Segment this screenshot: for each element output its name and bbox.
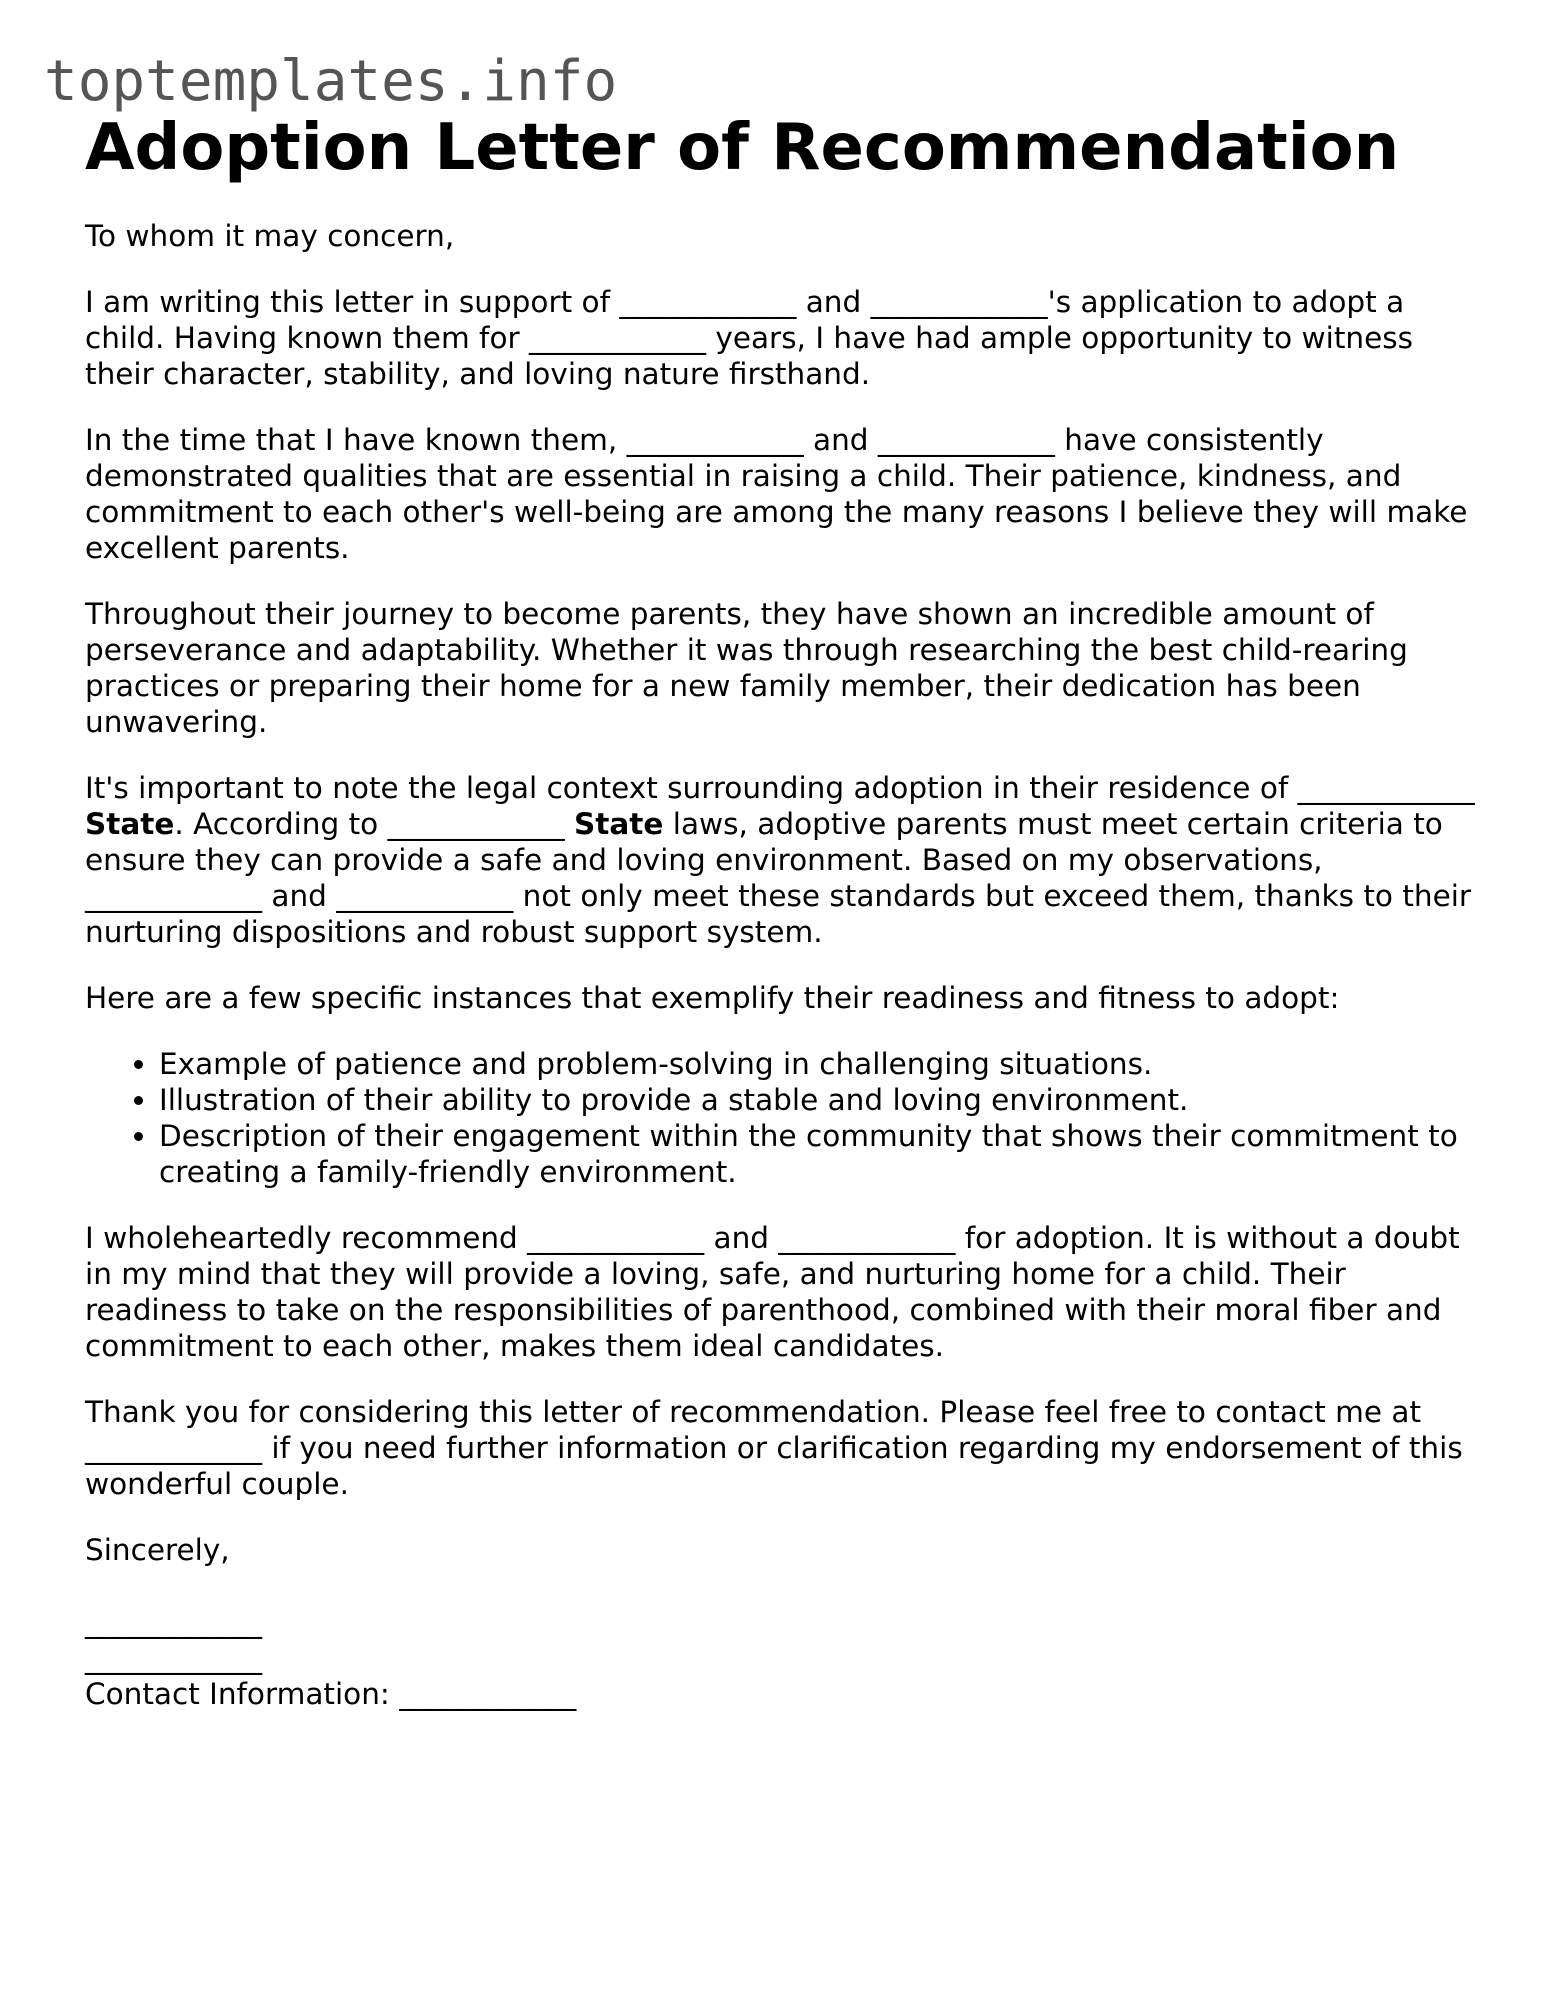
blank-field-signature-title[interactable]: ____________: [85, 1641, 262, 1675]
blank-field-applicant-2[interactable]: ____________: [778, 1221, 956, 1255]
state-label: State: [574, 807, 664, 841]
blank-field-contact-information[interactable]: ____________: [399, 1677, 577, 1711]
watermark: toptemplates.info: [44, 49, 618, 114]
paragraph-thanks: Thank you for considering this letter of recommendation. Please feel free to contact me at ____________ if you need further information or clarification regarding my endorsement of this wonderful couple.: [85, 1395, 1463, 1501]
salutation: To whom it may concern,: [85, 219, 455, 253]
letter-page: [85, 110, 1475, 1712]
blank-field-contact[interactable]: ____________: [85, 1431, 262, 1465]
closing: Sincerely,: [85, 1533, 230, 1567]
paragraph-qualities: In the time that I have known them, ____________ and ____________ have consistently demonstrated qualities that are essential in raising a child. Their patience, kindness, and commitment to each other's well-being are among the many reasons I believe they will make excellent parents.: [85, 423, 1468, 565]
blank-field-applicant-1[interactable]: ____________: [85, 879, 262, 913]
state-label: State: [85, 807, 175, 841]
list-item: • Example of patience and problem-solving in challenging situations.: [159, 1046, 1475, 1082]
list-item: • Description of their engagement within the community that shows their commitment to creating a family-friendly environment.: [159, 1118, 1475, 1190]
blank-field-years[interactable]: ____________: [529, 321, 706, 355]
blank-field-state-residence[interactable]: ____________: [1297, 771, 1475, 805]
blank-field-state-laws[interactable]: ____________: [387, 807, 565, 841]
paragraph-legal-context: It's important to note the legal context surrounding adoption in their residence of ____________ State. According to ____________ State laws, adoptive parents must meet certain criteria to ensure they can provide a safe and loving environment. Based on my observations, ____________ and ____________ not only meet these standards but exceed them, thanks to their nurturing dispositions and robust support system.: [85, 771, 1475, 949]
list-item: • Illustration of their ability to provide a stable and loving environment.: [159, 1082, 1475, 1118]
signature-space: [85, 1568, 1475, 1604]
blank-field-signature-name[interactable]: ____________: [85, 1605, 262, 1639]
paragraph-recommendation: I wholeheartedly recommend ____________ and ____________ for adoption. It is without a doubt in my mind that they will provide a loving, safe, and nurturing home for a child. Their readiness to take on the responsibilities of parenthood, combined with their moral fiber and commitment to each other, makes them ideal candidates.: [85, 1221, 1460, 1363]
paragraph-support: I am writing this letter in support of ____________ and ____________'s application to adopt a child. Having known them for ____________ years, I have had ample opportunity to witness their character, stability, and loving nature firsthand.: [85, 285, 1413, 391]
contact-label: Contact Information:: [85, 1677, 400, 1711]
paragraph-instances-intro: Here are a few specific instances that exemplify their readiness and fitness to adopt:: [85, 981, 1340, 1015]
signature-block: [85, 1532, 1475, 1712]
blank-field-applicant-2[interactable]: ____________: [877, 423, 1055, 457]
blank-field-applicant-1[interactable]: ____________: [527, 1221, 705, 1255]
page-title: Adoption Letter of Recommendation: [85, 111, 1400, 185]
instances-list: [85, 1046, 1475, 1190]
blank-field-applicant-1[interactable]: ____________: [619, 285, 797, 319]
blank-field-applicant-2[interactable]: ____________: [336, 879, 514, 913]
paragraph-journey: Throughout their journey to become parents, they have shown an incredible amount of perseverance and adaptability. Whether it was through researching the best child-rearing practices or preparing their home for a new family member, their dedication has been unwavering.: [85, 597, 1408, 739]
blank-field-applicant-2[interactable]: ____________: [870, 285, 1048, 319]
blank-field-applicant-1[interactable]: ____________: [626, 423, 804, 457]
letter-body: [85, 218, 1475, 1712]
contact-information-line: [85, 1676, 1475, 1712]
